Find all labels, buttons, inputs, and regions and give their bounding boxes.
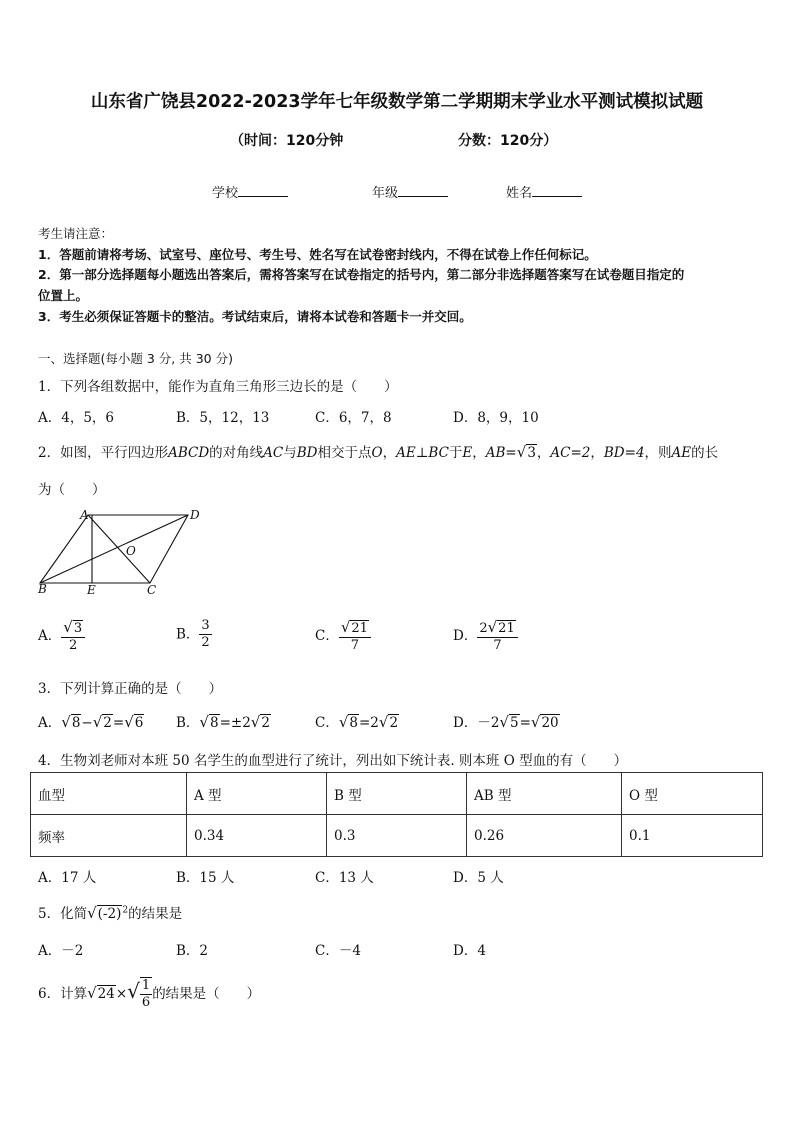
q1-option-a: A．4，5，6 (38, 410, 115, 426)
school-label: 学校 (212, 186, 239, 201)
table-header-row (31, 773, 763, 815)
label-d: D (190, 508, 200, 522)
q1-stem: 1．下列各组数据中，能作为直角三角形三边长的是（ ） (38, 379, 398, 395)
name-field[interactable] (506, 182, 582, 201)
parallelogram-figure (30, 505, 210, 597)
q4-option-d: D．5 人 (453, 870, 504, 886)
table-cell: 0.26 (467, 815, 622, 857)
label-o: O (126, 544, 136, 558)
grade-label: 年级 (372, 186, 399, 201)
q3-stem: 3．下列计算正确的是（ ） (38, 681, 223, 697)
diagonal-bd (40, 515, 188, 583)
q1-option-d: D．8，9，10 (453, 410, 539, 426)
label-c: C (147, 583, 157, 597)
q1-option-b: B．5，12，13 (176, 410, 270, 426)
table-header-cell: 血型 (31, 773, 187, 815)
time-label: （时间：120分钟 (230, 133, 344, 149)
blood-type-table (30, 772, 763, 857)
label-e: E (87, 583, 96, 597)
q2-option-d: D． $\frac{2√21}{7}$ (453, 618, 518, 655)
table-header-cell: B 型 (327, 773, 467, 815)
q2-stem: 2．如图，平行四边形ABCD的对角线AC与BD相交于点O，AE⊥BC于E，AB=√3，AC=2，BD=4，则AE的长 (38, 443, 719, 461)
table-cell: 0.34 (187, 815, 327, 857)
notice-item-2: 2．第一部分选择题每小题选出答案后，需将答案写在试卷指定的括号内，第二部分非选择题答案写在试卷题目指定的 (38, 267, 685, 282)
q3-option-c: C．√8=2√2 (315, 713, 399, 731)
q4-stem: 4．生物刘老师对本班 50 名学生的血型进行了统计，列出如下统计表. 则本班 O 型血的有（ ） (38, 753, 628, 769)
grade-field[interactable] (372, 182, 448, 201)
q4-option-c: C．13 人 (315, 870, 374, 886)
q3-option-b: B．√8=±2√2 (176, 713, 270, 731)
notice-heading: 考生请注意： (38, 226, 114, 241)
page-title: 山东省广饶县2022-2023学年七年级数学第二学期期末学业水平测试模拟试题 (90, 92, 704, 112)
table-cell: 0.3 (327, 815, 467, 857)
q1-option-c: C．6，7，8 (315, 410, 392, 426)
q5-option-a: A．－2 (38, 943, 84, 959)
table-cell: 0.1 (622, 815, 763, 857)
notice-item-2-cont: 位置上。 (38, 288, 89, 303)
q5-option-b: B．2 (176, 943, 209, 959)
q5-option-d: D．4 (453, 943, 486, 959)
school-field[interactable] (212, 182, 288, 201)
q3-option-d: D．－2√5=√20 (453, 713, 559, 731)
table-header-cell: AB 型 (467, 773, 622, 815)
q6-stem: 6．计算√24×√ $\frac{1}{6}$ 的结果是（ ） (38, 978, 261, 1011)
q3-option-a: A．√8−√2=√6 (38, 713, 144, 731)
label-b: B (38, 582, 47, 596)
q4-option-a: A．17 人 (38, 870, 97, 886)
notice-item-3: 3．考生必须保证答题卡的整洁。考试结束后，请将本试卷和答题卡一并交回。 (38, 309, 472, 324)
q2-option-a: A． $\frac{√3}{2}$ (38, 618, 85, 655)
score-label: 分数：120分） (458, 133, 558, 149)
grade-blank[interactable] (398, 184, 448, 197)
table-cell: 频率 (31, 815, 187, 857)
table-header-cell: O 型 (622, 773, 763, 815)
section-heading: 一、选择题(每小题 3 分, 共 30 分) (38, 351, 233, 366)
q5-stem: 5．化简$√(-2)^2$的结果是 (38, 904, 183, 922)
q5-option-c: C．－4 (315, 943, 361, 959)
notice-item-1: 1．答题前请将考场、试室号、座位号、考生号、姓名写在试卷密封线内，不得在试卷上作任何标记。 (38, 247, 597, 262)
q2-option-b: B． $\frac{3}{2}$ (176, 618, 210, 651)
school-blank[interactable] (238, 184, 288, 197)
table-header-cell: A 型 (187, 773, 327, 815)
name-blank[interactable] (532, 184, 582, 197)
diagonal-ac (88, 515, 150, 583)
q2-option-c: C． $\frac{√21}{7}$ (315, 618, 371, 655)
q2-stem-line2: 为（ ） (38, 482, 106, 498)
name-label: 姓名 (506, 186, 533, 201)
q4-option-b: B．15 人 (176, 870, 235, 886)
table-row (31, 815, 763, 857)
label-a: A (80, 508, 89, 522)
